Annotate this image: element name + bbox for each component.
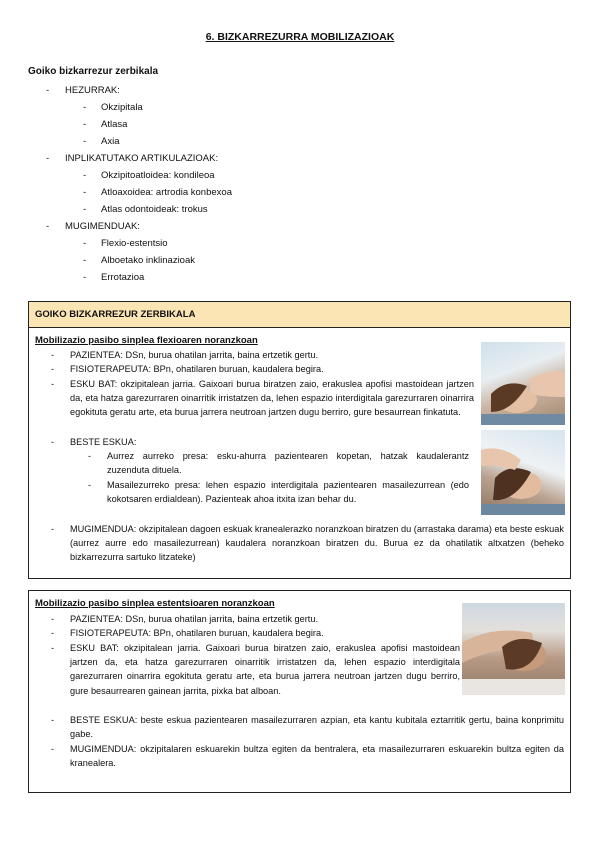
box-header: GOIKO BIZKARREZUR ZERBIKALA	[29, 302, 570, 328]
extension-subtitle: Mobilizazio pasibo sinplea estentsioaren noranzkoan	[35, 598, 275, 609]
list-item: - ESKU BAT: okzipitalean jarria. Gaixoari burua biratzen zaio, erakuslea apofisi mastoidean jartzen da, eta hatza garezurraren oinarritik irristatzen da, lehen espazio interdigitala garezurraren oinarrira egokituta geratu arte, eta burua jarrera neutroan jartzen dugu berriro, gure besaurrean finkatuta.	[51, 379, 474, 418]
extension-photo	[462, 603, 565, 695]
list-item: - FISIOTERAPEUTA: BPn, ohatilaren buruan, kaudalera begira.	[51, 364, 324, 374]
flexion-subtitle: Mobilizazio pasibo sinplea flexioaren noranzkoan	[35, 335, 258, 346]
list-item: - PAZIENTEA: DSn, burua ohatilan jarrita, baina ertzetik gertu.	[51, 614, 319, 624]
flexion-photo-1	[481, 342, 565, 425]
list-item: - BESTE ESKUA: beste eskua pazientearen masailezurraren azpian, eta kantu kubitala eztarritik gertu, baina konprimitu gabe.	[51, 715, 564, 740]
list-item: - MUGIMENDUA: okzipitalean dagoen eskuak kranealerazko noranzkoan biratzen du (arrastaka darama) eta beste eskuak (aurrez aurre edo masailezurrean) kaudalera noranzkoan biratzen du. Burua ez da ohatilatik altxatzen (beheko bizkarrezurra sartuko litzateke)	[51, 524, 564, 563]
extension-mobilization-box	[28, 590, 571, 793]
list-item: - Masailezurreko presa: lehen espazio interdigitala pazientearen masailezurrean (edo kokotsaren erdialdean). Pazienteak ahoa itxita izan behar du.	[88, 480, 469, 505]
list-item: - BESTE ESKUA:	[51, 437, 137, 447]
list-item: - MUGIMENDUA: okzipitalaren eskuarekin bultza egiten da bentralera, eta masailezurraren eskuarekin bultza egiten da kranealera.	[51, 744, 564, 769]
list-item: - PAZIENTEA: DSn, burua ohatilan jarrita, baina ertzetik gertu.	[51, 350, 319, 360]
flexion-photo-2	[481, 430, 565, 515]
section-title: Goiko bizkarrezur zerbikala	[28, 66, 159, 77]
page-title: 6. BIZKARREZURRA MOBILIZAZIOAK	[205, 31, 395, 43]
list-item: - Aurrez aurreko presa: esku-ahurra pazientearen kopetan, hatzak kaudalerantz zuzenduta dituela.	[88, 451, 469, 476]
list-item: - FISIOTERAPEUTA: BPn, ohatilaren buruan, kaudalera begira.	[51, 628, 324, 638]
list-item: - ESKU BAT: okzipitalean jarria. Gaixoari burua biratzen zaio, erakuslea apofisi mastoidean jartzen da, eta hatza garezurraren oinarritik irristatzen da, lehen espazio interdigitala garezurraren oinarrira egokituta geratu arte, eta burua jarrera neutroan jartzen dugu berriro, gure besaurrearen gainean jarrita, pixka bat alboan.	[51, 643, 460, 696]
flexion-mobilization-box	[28, 301, 571, 579]
